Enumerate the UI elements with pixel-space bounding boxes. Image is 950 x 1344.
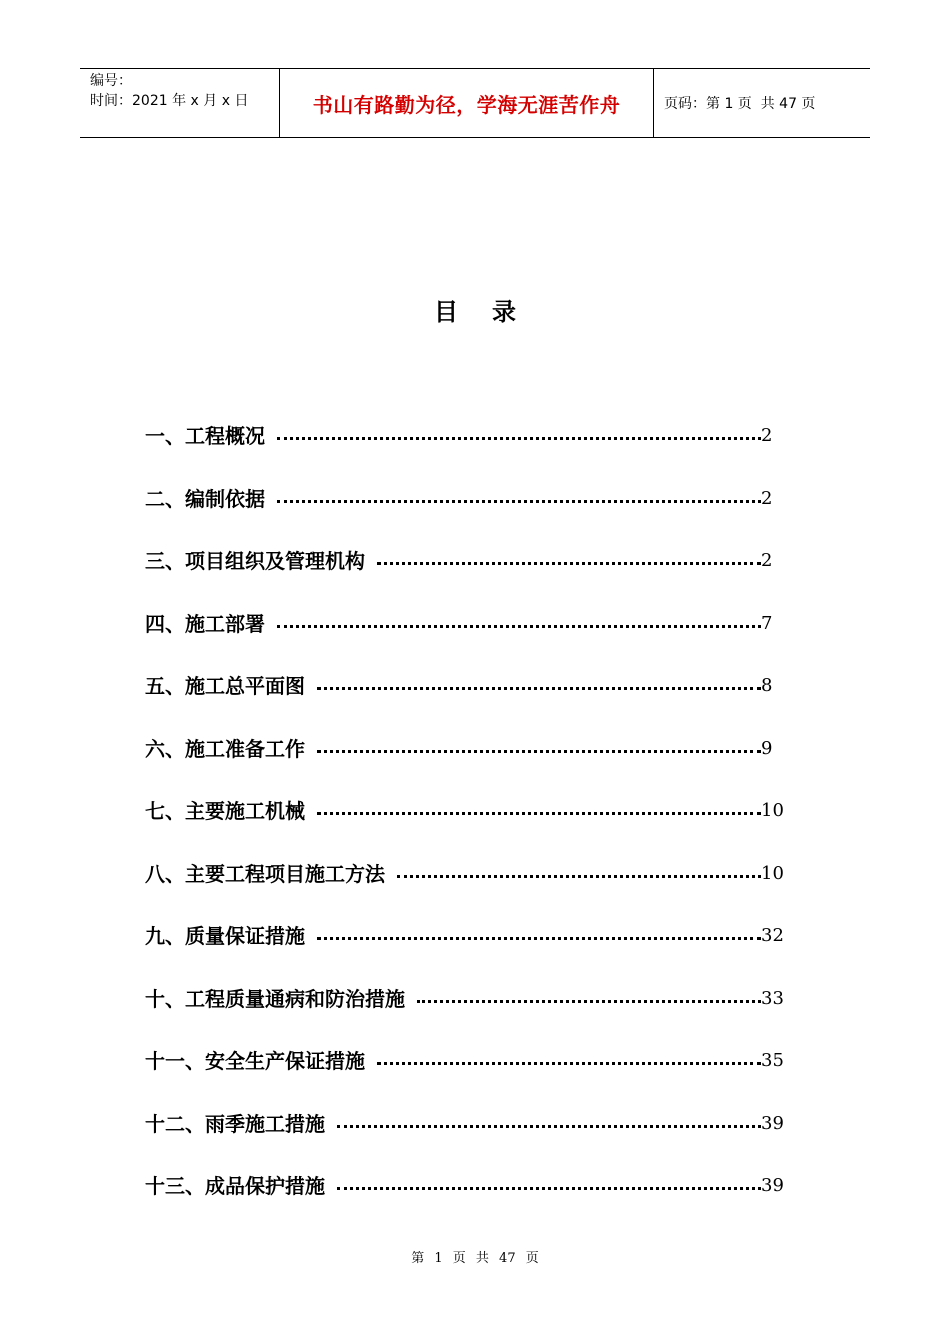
page-title: 目录 <box>434 298 550 326</box>
toc-entry[interactable] <box>145 483 785 546</box>
toc-entry-label: 十、工程质量通病和防治措施 <box>145 986 405 1011</box>
toc-entry[interactable] <box>145 1108 785 1171</box>
toc-entry[interactable] <box>145 733 785 796</box>
toc-entry[interactable] <box>145 1170 785 1233</box>
table-of-contents <box>145 420 785 1233</box>
page-info: 页码：第 1 页 共 47 页 <box>664 96 816 112</box>
toc-entry-page: 9 <box>761 737 773 759</box>
toc-entry[interactable] <box>145 670 785 733</box>
header-left-cell <box>80 69 280 137</box>
number-label: 编号： <box>90 73 132 89</box>
toc-entry-label: 十二、雨季施工措施 <box>145 1111 325 1136</box>
page-footer: 第 1 页 共 47 页 <box>411 1251 539 1266</box>
toc-entry-label: 一、工程概况 <box>145 424 265 448</box>
toc-leader-dots <box>277 625 761 628</box>
toc-leader-dots <box>397 875 761 878</box>
toc-leader-dots <box>337 1187 761 1190</box>
toc-entry-page: 39 <box>761 1175 784 1196</box>
toc-leader-dots <box>417 1000 761 1003</box>
motto: 书山有路勤为径，学海无涯苦作舟 <box>280 69 654 137</box>
toc-leader-dots <box>317 812 761 815</box>
toc-entry-page: 2 <box>761 425 773 446</box>
toc-entry-label: 九、质量保证措施 <box>145 924 305 948</box>
toc-entry-label: 五、施工总平面图 <box>145 674 305 698</box>
toc-leader-dots <box>317 750 761 753</box>
toc-entry[interactable] <box>145 420 785 483</box>
toc-entry[interactable] <box>145 1045 785 1108</box>
toc-entry-label: 十一、安全生产保证措施 <box>145 1049 365 1073</box>
toc-entry-label: 六、施工准备工作 <box>145 736 305 761</box>
toc-leader-dots <box>337 1125 761 1128</box>
toc-entry-page: 10 <box>761 800 784 821</box>
toc-entry-label: 二、编制依据 <box>145 486 265 511</box>
toc-leader-dots <box>317 687 761 690</box>
toc-leader-dots <box>317 937 761 940</box>
toc-entry-label: 三、项目组织及管理机构 <box>145 549 365 573</box>
toc-entry-page: 2 <box>761 550 773 571</box>
toc-entry[interactable] <box>145 608 785 671</box>
toc-entry-label: 十三、成品保护措施 <box>145 1174 325 1198</box>
toc-entry-page: 39 <box>761 1112 784 1134</box>
toc-leader-dots <box>277 437 761 440</box>
toc-entry-page: 35 <box>761 1050 784 1071</box>
toc-entry[interactable] <box>145 920 785 983</box>
toc-entry[interactable] <box>145 858 785 921</box>
toc-entry-page: 33 <box>761 987 784 1009</box>
page-header <box>80 68 870 138</box>
toc-entry-label: 四、施工部署 <box>145 611 265 636</box>
toc-leader-dots <box>377 1062 761 1065</box>
toc-entry[interactable] <box>145 983 785 1046</box>
toc-entry-page: 32 <box>761 925 784 946</box>
toc-entry-page: 2 <box>761 487 773 509</box>
toc-leader-dots <box>277 500 761 503</box>
toc-leader-dots <box>377 562 761 565</box>
header-right-cell <box>654 69 870 137</box>
toc-entry[interactable] <box>145 795 785 858</box>
toc-entry-page: 7 <box>761 612 773 634</box>
toc-entry[interactable] <box>145 545 785 608</box>
toc-entry-label: 七、主要施工机械 <box>145 799 305 823</box>
toc-entry-page: 8 <box>761 675 773 696</box>
toc-entry-label: 八、主要工程项目施工方法 <box>145 861 385 886</box>
toc-entry-page: 10 <box>761 862 784 884</box>
date-label: 时间：2021 年 x 月 x 日 <box>90 93 249 109</box>
